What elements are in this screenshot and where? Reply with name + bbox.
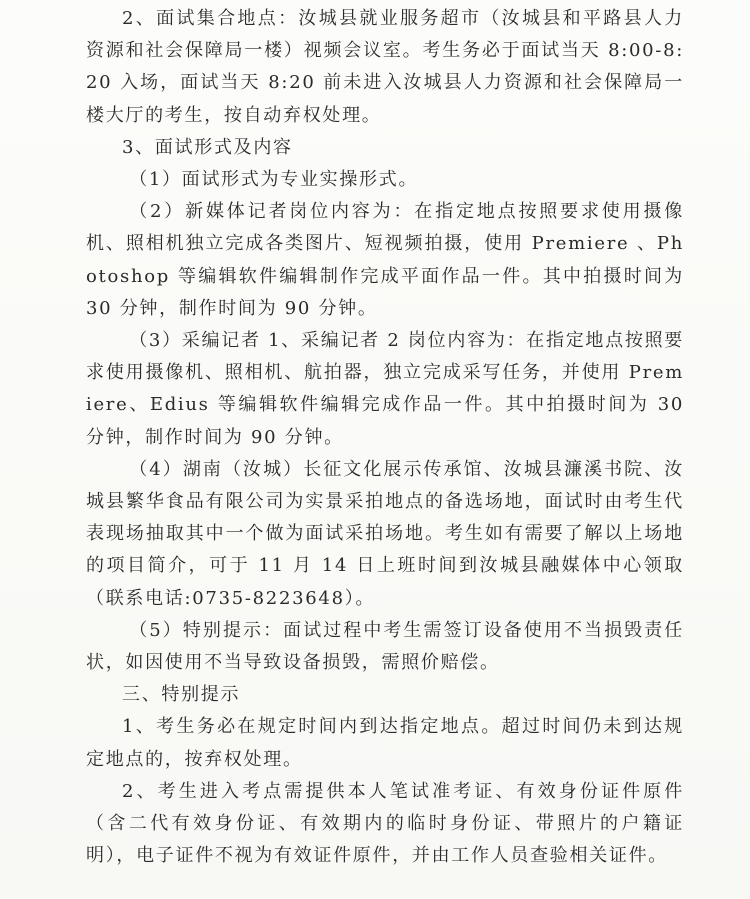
paragraph-format-item-1: （1）面试形式为专业实操形式。 [129,169,419,191]
paragraph-format-item-4: （4）湖南（汝城）长征文化展示传承馆、汝城县濂溪书院、汝城县繁华食品有限公司为实景采拍地点的备选场地，面试时由考生代表现场抽取其中一个做为面试采拍场地。考生如有需要了解以上场地的项目简介，可于 11 月 14 日上班时间到汝城县融媒体中心领取（联系电话:0735-8223648）。 [86,458,684,609]
paragraph-format-item-5: （5）特别提示：面试过程中考生需签订设备使用不当损毁责任状，如因使用不当导致设备损毁，需照价赔偿。 [86,619,684,674]
paragraph-special-note-1: 1、考生务必在规定时间内到达指定地点。超过时间仍未到达规定地点的，按弃权处理。 [86,716,684,770]
paragraph-format-item-2: （2）新媒体记者岗位内容为：在指定地点按照要求使用摄像机、照相机独立完成各类图片、短视频拍摄，使用 Premiere 、Photoshop 等编辑软件编辑制作完成平面作品一件。其中拍摄时间为 30 分钟，制作时间为 90 分钟。 [86,201,684,319]
paragraph-special-note-2: 2、考生进入考点需提供本人笔试准考证、有效身份证件原件（含二代有效身份证、有效期内的临时身份证、带照片的户籍证明），电子证件不视为有效证件原件，并由工作人员查验相关证件。 [86,780,684,867]
paragraph-interview-location: 2、面试集合地点：汝城县就业服务超市（汝城县和平路县人力资源和社会保障局一楼）视频会议室。考生务必于面试当天 8:00-8:20 入场，面试当天 8:20 前未进入汝城县人力资源和社会保障局一楼大厅的考生，按自动弃权处理。 [86,8,684,126]
section-heading-interview-format: 3、面试形式及内容 [122,136,293,158]
section-heading-special-notes: 三、特别提示 [122,684,241,706]
paragraph-format-item-3: （3）采编记者 1、采编记者 2 岗位内容为：在指定地点按照要求使用摄像机、照相机、航拍器，独立完成采写任务，并使用 Premiere、Edius 等编辑软件编辑完成作品一件。其中拍摄时间为 30 分钟，制作时间为 90 分钟。 [86,330,684,448]
